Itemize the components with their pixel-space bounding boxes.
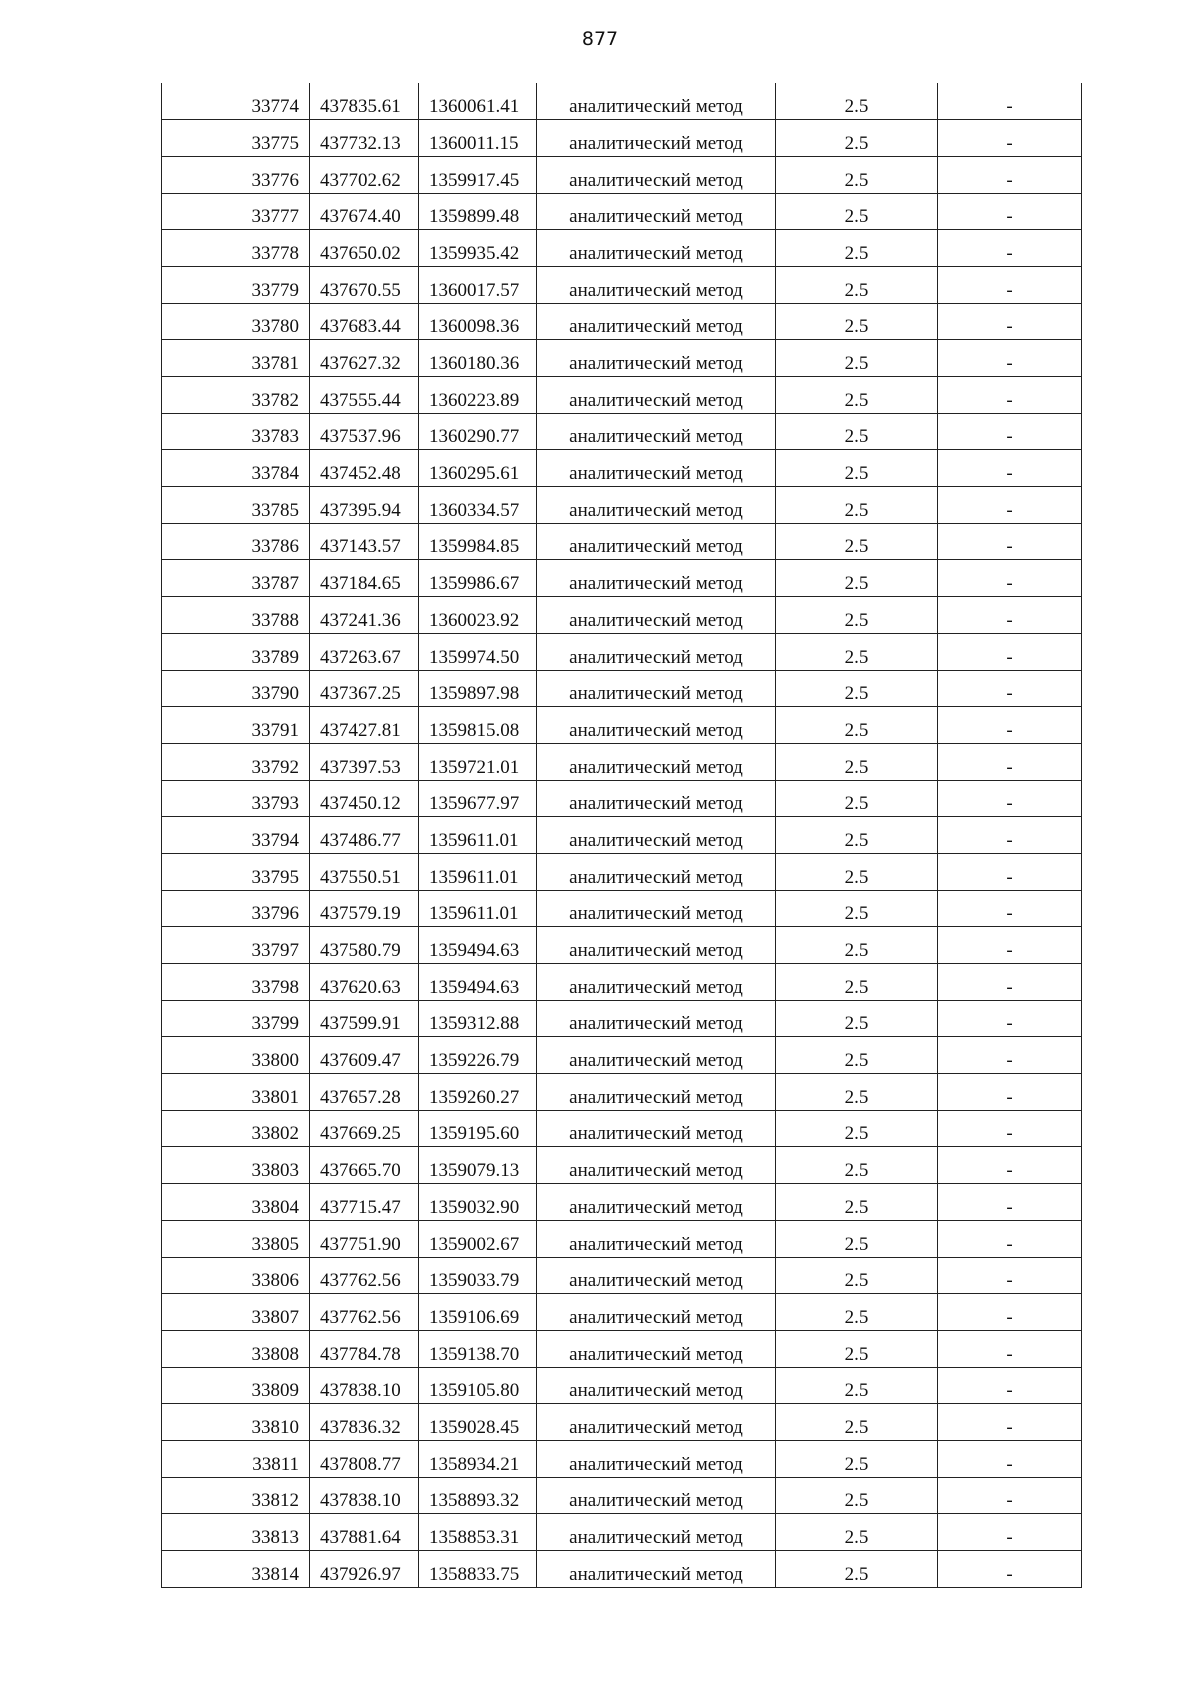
point-number-cell: 33782 [162, 377, 310, 414]
x-coordinate-cell: 437450.12 [310, 780, 419, 817]
y-coordinate-cell: 1359312.88 [419, 1000, 537, 1037]
accuracy-cell: 2.5 [776, 1074, 938, 1111]
method-cell: аналитический метод [537, 1110, 776, 1147]
note-cell: - [938, 964, 1082, 1001]
note-cell: - [938, 1330, 1082, 1367]
x-coordinate-cell: 437808.77 [310, 1440, 419, 1477]
y-coordinate-cell: 1360334.57 [419, 487, 537, 524]
x-coordinate-cell: 437537.96 [310, 413, 419, 450]
accuracy-cell: 2.5 [776, 964, 938, 1001]
accuracy-cell: 2.5 [776, 340, 938, 377]
accuracy-cell: 2.5 [776, 1330, 938, 1367]
x-coordinate-cell: 437881.64 [310, 1514, 419, 1551]
table-row [162, 743, 1082, 780]
x-coordinate-cell: 437627.32 [310, 340, 419, 377]
method-cell: аналитический метод [537, 1037, 776, 1074]
x-coordinate-cell: 437683.44 [310, 303, 419, 340]
y-coordinate-cell: 1359494.63 [419, 964, 537, 1001]
accuracy-cell: 2.5 [776, 1220, 938, 1257]
y-coordinate-cell: 1360098.36 [419, 303, 537, 340]
y-coordinate-cell: 1359986.67 [419, 560, 537, 597]
point-number-cell: 33777 [162, 193, 310, 230]
point-number-cell: 33795 [162, 853, 310, 890]
note-cell: - [938, 450, 1082, 487]
table-row [162, 1514, 1082, 1551]
table-row [162, 1110, 1082, 1147]
point-number-cell: 33802 [162, 1110, 310, 1147]
x-coordinate-cell: 437241.36 [310, 597, 419, 634]
table-row [162, 597, 1082, 634]
table-row [162, 890, 1082, 927]
x-coordinate-cell: 437486.77 [310, 817, 419, 854]
note-cell: - [938, 303, 1082, 340]
note-cell: - [938, 853, 1082, 890]
accuracy-cell: 2.5 [776, 560, 938, 597]
method-cell: аналитический метод [537, 743, 776, 780]
y-coordinate-cell: 1360295.61 [419, 450, 537, 487]
y-coordinate-cell: 1359195.60 [419, 1110, 537, 1147]
y-coordinate-cell: 1359226.79 [419, 1037, 537, 1074]
y-coordinate-cell: 1359611.01 [419, 890, 537, 927]
accuracy-cell: 2.5 [776, 303, 938, 340]
method-cell: аналитический метод [537, 1440, 776, 1477]
table-row [162, 450, 1082, 487]
accuracy-cell: 2.5 [776, 1257, 938, 1294]
x-coordinate-cell: 437143.57 [310, 523, 419, 560]
table-row [162, 266, 1082, 303]
note-cell: - [938, 377, 1082, 414]
method-cell: аналитический метод [537, 1551, 776, 1588]
point-number-cell: 33779 [162, 266, 310, 303]
point-number-cell: 33808 [162, 1330, 310, 1367]
x-coordinate-cell: 437579.19 [310, 890, 419, 927]
point-number-cell: 33812 [162, 1477, 310, 1514]
table-row [162, 1220, 1082, 1257]
y-coordinate-cell: 1360023.92 [419, 597, 537, 634]
x-coordinate-cell: 437580.79 [310, 927, 419, 964]
method-cell: аналитический метод [537, 413, 776, 450]
table-row [162, 1440, 1082, 1477]
accuracy-cell: 2.5 [776, 1514, 938, 1551]
x-coordinate-cell: 437838.10 [310, 1477, 419, 1514]
table-row [162, 633, 1082, 670]
method-cell: аналитический метод [537, 487, 776, 524]
point-number-cell: 33811 [162, 1440, 310, 1477]
note-cell: - [938, 523, 1082, 560]
method-cell: аналитический метод [537, 1367, 776, 1404]
method-cell: аналитический метод [537, 964, 776, 1001]
point-number-cell: 33774 [162, 83, 310, 120]
accuracy-cell: 2.5 [776, 780, 938, 817]
y-coordinate-cell: 1360180.36 [419, 340, 537, 377]
note-cell: - [938, 927, 1082, 964]
accuracy-cell: 2.5 [776, 670, 938, 707]
table-row [162, 927, 1082, 964]
x-coordinate-cell: 437669.25 [310, 1110, 419, 1147]
x-coordinate-cell: 437835.61 [310, 83, 419, 120]
table-row [162, 1330, 1082, 1367]
note-cell: - [938, 1037, 1082, 1074]
note-cell: - [938, 487, 1082, 524]
table-row [162, 413, 1082, 450]
table-row [162, 817, 1082, 854]
table-row [162, 1477, 1082, 1514]
note-cell: - [938, 743, 1082, 780]
method-cell: аналитический метод [537, 1514, 776, 1551]
x-coordinate-cell: 437397.53 [310, 743, 419, 780]
method-cell: аналитический метод [537, 83, 776, 120]
note-cell: - [938, 266, 1082, 303]
y-coordinate-cell: 1360290.77 [419, 413, 537, 450]
y-coordinate-cell: 1358893.32 [419, 1477, 537, 1514]
table-row [162, 1404, 1082, 1441]
method-cell: аналитический метод [537, 853, 776, 890]
table-row [162, 1074, 1082, 1111]
table-row [162, 1257, 1082, 1294]
y-coordinate-cell: 1359897.98 [419, 670, 537, 707]
method-cell: аналитический метод [537, 670, 776, 707]
table-row [162, 780, 1082, 817]
point-number-cell: 33813 [162, 1514, 310, 1551]
table-row [162, 340, 1082, 377]
accuracy-cell: 2.5 [776, 633, 938, 670]
y-coordinate-cell: 1358853.31 [419, 1514, 537, 1551]
point-number-cell: 33789 [162, 633, 310, 670]
x-coordinate-cell: 437650.02 [310, 230, 419, 267]
note-cell: - [938, 1110, 1082, 1147]
x-coordinate-cell: 437367.25 [310, 670, 419, 707]
accuracy-cell: 2.5 [776, 83, 938, 120]
y-coordinate-cell: 1358833.75 [419, 1551, 537, 1588]
accuracy-cell: 2.5 [776, 597, 938, 634]
accuracy-cell: 2.5 [776, 817, 938, 854]
note-cell: - [938, 1514, 1082, 1551]
x-coordinate-cell: 437762.56 [310, 1294, 419, 1331]
accuracy-cell: 2.5 [776, 1404, 938, 1441]
accuracy-cell: 2.5 [776, 193, 938, 230]
y-coordinate-cell: 1359032.90 [419, 1184, 537, 1221]
accuracy-cell: 2.5 [776, 266, 938, 303]
point-number-cell: 33799 [162, 1000, 310, 1037]
x-coordinate-cell: 437751.90 [310, 1220, 419, 1257]
x-coordinate-cell: 437670.55 [310, 266, 419, 303]
method-cell: аналитический метод [537, 340, 776, 377]
x-coordinate-cell: 437452.48 [310, 450, 419, 487]
accuracy-cell: 2.5 [776, 1440, 938, 1477]
x-coordinate-cell: 437836.32 [310, 1404, 419, 1441]
y-coordinate-cell: 1359138.70 [419, 1330, 537, 1367]
x-coordinate-cell: 437555.44 [310, 377, 419, 414]
accuracy-cell: 2.5 [776, 743, 938, 780]
y-coordinate-cell: 1359002.67 [419, 1220, 537, 1257]
accuracy-cell: 2.5 [776, 927, 938, 964]
method-cell: аналитический метод [537, 193, 776, 230]
method-cell: аналитический метод [537, 230, 776, 267]
method-cell: аналитический метод [537, 1257, 776, 1294]
y-coordinate-cell: 1359260.27 [419, 1074, 537, 1111]
point-number-cell: 33783 [162, 413, 310, 450]
point-number-cell: 33814 [162, 1551, 310, 1588]
table-row [162, 523, 1082, 560]
point-number-cell: 33778 [162, 230, 310, 267]
method-cell: аналитический метод [537, 1074, 776, 1111]
method-cell: аналитический метод [537, 1294, 776, 1331]
accuracy-cell: 2.5 [776, 1367, 938, 1404]
note-cell: - [938, 890, 1082, 927]
note-cell: - [938, 413, 1082, 450]
y-coordinate-cell: 1360223.89 [419, 377, 537, 414]
point-number-cell: 33791 [162, 707, 310, 744]
x-coordinate-cell: 437609.47 [310, 1037, 419, 1074]
coordinates-table [161, 83, 1082, 1588]
note-cell: - [938, 780, 1082, 817]
y-coordinate-cell: 1359033.79 [419, 1257, 537, 1294]
accuracy-cell: 2.5 [776, 1037, 938, 1074]
accuracy-cell: 2.5 [776, 853, 938, 890]
note-cell: - [938, 1000, 1082, 1037]
table-row [162, 707, 1082, 744]
x-coordinate-cell: 437784.78 [310, 1330, 419, 1367]
table-row [162, 377, 1082, 414]
method-cell: аналитический метод [537, 560, 776, 597]
method-cell: аналитический метод [537, 303, 776, 340]
table-row [162, 303, 1082, 340]
method-cell: аналитический метод [537, 707, 776, 744]
table-row [162, 964, 1082, 1001]
x-coordinate-cell: 437263.67 [310, 633, 419, 670]
note-cell: - [938, 1147, 1082, 1184]
note-cell: - [938, 340, 1082, 377]
method-cell: аналитический метод [537, 1330, 776, 1367]
note-cell: - [938, 193, 1082, 230]
note-cell: - [938, 230, 1082, 267]
point-number-cell: 33781 [162, 340, 310, 377]
method-cell: аналитический метод [537, 817, 776, 854]
accuracy-cell: 2.5 [776, 890, 938, 927]
method-cell: аналитический метод [537, 1220, 776, 1257]
y-coordinate-cell: 1359815.08 [419, 707, 537, 744]
y-coordinate-cell: 1360061.41 [419, 83, 537, 120]
table-row [162, 560, 1082, 597]
accuracy-cell: 2.5 [776, 120, 938, 157]
note-cell: - [938, 1220, 1082, 1257]
method-cell: аналитический метод [537, 633, 776, 670]
method-cell: аналитический метод [537, 1000, 776, 1037]
table-row [162, 487, 1082, 524]
method-cell: аналитический метод [537, 780, 776, 817]
note-cell: - [938, 1257, 1082, 1294]
point-number-cell: 33807 [162, 1294, 310, 1331]
coordinates-table-body [162, 83, 1082, 1587]
accuracy-cell: 2.5 [776, 1147, 938, 1184]
y-coordinate-cell: 1359974.50 [419, 633, 537, 670]
point-number-cell: 33803 [162, 1147, 310, 1184]
note-cell: - [938, 633, 1082, 670]
note-cell: - [938, 817, 1082, 854]
method-cell: аналитический метод [537, 120, 776, 157]
y-coordinate-cell: 1360011.15 [419, 120, 537, 157]
x-coordinate-cell: 437665.70 [310, 1147, 419, 1184]
table-row [162, 853, 1082, 890]
x-coordinate-cell: 437657.28 [310, 1074, 419, 1111]
table-row [162, 1294, 1082, 1331]
page-number: 877 [581, 28, 619, 50]
method-cell: аналитический метод [537, 1404, 776, 1441]
y-coordinate-cell: 1359677.97 [419, 780, 537, 817]
method-cell: аналитический метод [537, 523, 776, 560]
method-cell: аналитический метод [537, 450, 776, 487]
point-number-cell: 33780 [162, 303, 310, 340]
table-row [162, 1551, 1082, 1588]
y-coordinate-cell: 1359899.48 [419, 193, 537, 230]
y-coordinate-cell: 1360017.57 [419, 266, 537, 303]
x-coordinate-cell: 437620.63 [310, 964, 419, 1001]
y-coordinate-cell: 1358934.21 [419, 1440, 537, 1477]
table-row [162, 83, 1082, 120]
y-coordinate-cell: 1359611.01 [419, 853, 537, 890]
method-cell: аналитический метод [537, 377, 776, 414]
y-coordinate-cell: 1359721.01 [419, 743, 537, 780]
note-cell: - [938, 1367, 1082, 1404]
point-number-cell: 33787 [162, 560, 310, 597]
point-number-cell: 33790 [162, 670, 310, 707]
point-number-cell: 33806 [162, 1257, 310, 1294]
method-cell: аналитический метод [537, 927, 776, 964]
y-coordinate-cell: 1359494.63 [419, 927, 537, 964]
x-coordinate-cell: 437732.13 [310, 120, 419, 157]
note-cell: - [938, 707, 1082, 744]
x-coordinate-cell: 437926.97 [310, 1551, 419, 1588]
note-cell: - [938, 1551, 1082, 1588]
accuracy-cell: 2.5 [776, 707, 938, 744]
point-number-cell: 33796 [162, 890, 310, 927]
point-number-cell: 33805 [162, 1220, 310, 1257]
y-coordinate-cell: 1359105.80 [419, 1367, 537, 1404]
method-cell: аналитический метод [537, 597, 776, 634]
note-cell: - [938, 1440, 1082, 1477]
note-cell: - [938, 670, 1082, 707]
note-cell: - [938, 83, 1082, 120]
x-coordinate-cell: 437427.81 [310, 707, 419, 744]
y-coordinate-cell: 1359106.69 [419, 1294, 537, 1331]
point-number-cell: 33785 [162, 487, 310, 524]
note-cell: - [938, 597, 1082, 634]
point-number-cell: 33810 [162, 1404, 310, 1441]
y-coordinate-cell: 1359984.85 [419, 523, 537, 560]
y-coordinate-cell: 1359935.42 [419, 230, 537, 267]
y-coordinate-cell: 1359079.13 [419, 1147, 537, 1184]
note-cell: - [938, 120, 1082, 157]
method-cell: аналитический метод [537, 266, 776, 303]
x-coordinate-cell: 437762.56 [310, 1257, 419, 1294]
method-cell: аналитический метод [537, 156, 776, 193]
accuracy-cell: 2.5 [776, 1551, 938, 1588]
accuracy-cell: 2.5 [776, 413, 938, 450]
point-number-cell: 33792 [162, 743, 310, 780]
point-number-cell: 33804 [162, 1184, 310, 1221]
accuracy-cell: 2.5 [776, 156, 938, 193]
y-coordinate-cell: 1359028.45 [419, 1404, 537, 1441]
table-row [162, 230, 1082, 267]
point-number-cell: 33784 [162, 450, 310, 487]
x-coordinate-cell: 437184.65 [310, 560, 419, 597]
accuracy-cell: 2.5 [776, 1184, 938, 1221]
point-number-cell: 33800 [162, 1037, 310, 1074]
x-coordinate-cell: 437550.51 [310, 853, 419, 890]
point-number-cell: 33786 [162, 523, 310, 560]
x-coordinate-cell: 437838.10 [310, 1367, 419, 1404]
point-number-cell: 33775 [162, 120, 310, 157]
table-row [162, 670, 1082, 707]
point-number-cell: 33801 [162, 1074, 310, 1111]
table-row [162, 1184, 1082, 1221]
accuracy-cell: 2.5 [776, 523, 938, 560]
accuracy-cell: 2.5 [776, 450, 938, 487]
point-number-cell: 33798 [162, 964, 310, 1001]
note-cell: - [938, 1074, 1082, 1111]
note-cell: - [938, 1404, 1082, 1441]
note-cell: - [938, 560, 1082, 597]
method-cell: аналитический метод [537, 890, 776, 927]
accuracy-cell: 2.5 [776, 487, 938, 524]
accuracy-cell: 2.5 [776, 1000, 938, 1037]
note-cell: - [938, 1184, 1082, 1221]
table-row [162, 120, 1082, 157]
y-coordinate-cell: 1359611.01 [419, 817, 537, 854]
x-coordinate-cell: 437715.47 [310, 1184, 419, 1221]
accuracy-cell: 2.5 [776, 1477, 938, 1514]
x-coordinate-cell: 437599.91 [310, 1000, 419, 1037]
accuracy-cell: 2.5 [776, 1294, 938, 1331]
accuracy-cell: 2.5 [776, 230, 938, 267]
point-number-cell: 33809 [162, 1367, 310, 1404]
table-row [162, 156, 1082, 193]
x-coordinate-cell: 437702.62 [310, 156, 419, 193]
note-cell: - [938, 1294, 1082, 1331]
note-cell: - [938, 156, 1082, 193]
point-number-cell: 33797 [162, 927, 310, 964]
x-coordinate-cell: 437395.94 [310, 487, 419, 524]
accuracy-cell: 2.5 [776, 1110, 938, 1147]
point-number-cell: 33788 [162, 597, 310, 634]
method-cell: аналитический метод [537, 1477, 776, 1514]
x-coordinate-cell: 437674.40 [310, 193, 419, 230]
method-cell: аналитический метод [537, 1147, 776, 1184]
point-number-cell: 33794 [162, 817, 310, 854]
table-row [162, 193, 1082, 230]
point-number-cell: 33776 [162, 156, 310, 193]
table-row [162, 1000, 1082, 1037]
table-row [162, 1367, 1082, 1404]
method-cell: аналитический метод [537, 1184, 776, 1221]
y-coordinate-cell: 1359917.45 [419, 156, 537, 193]
table-row [162, 1037, 1082, 1074]
point-number-cell: 33793 [162, 780, 310, 817]
accuracy-cell: 2.5 [776, 377, 938, 414]
table-row [162, 1147, 1082, 1184]
note-cell: - [938, 1477, 1082, 1514]
